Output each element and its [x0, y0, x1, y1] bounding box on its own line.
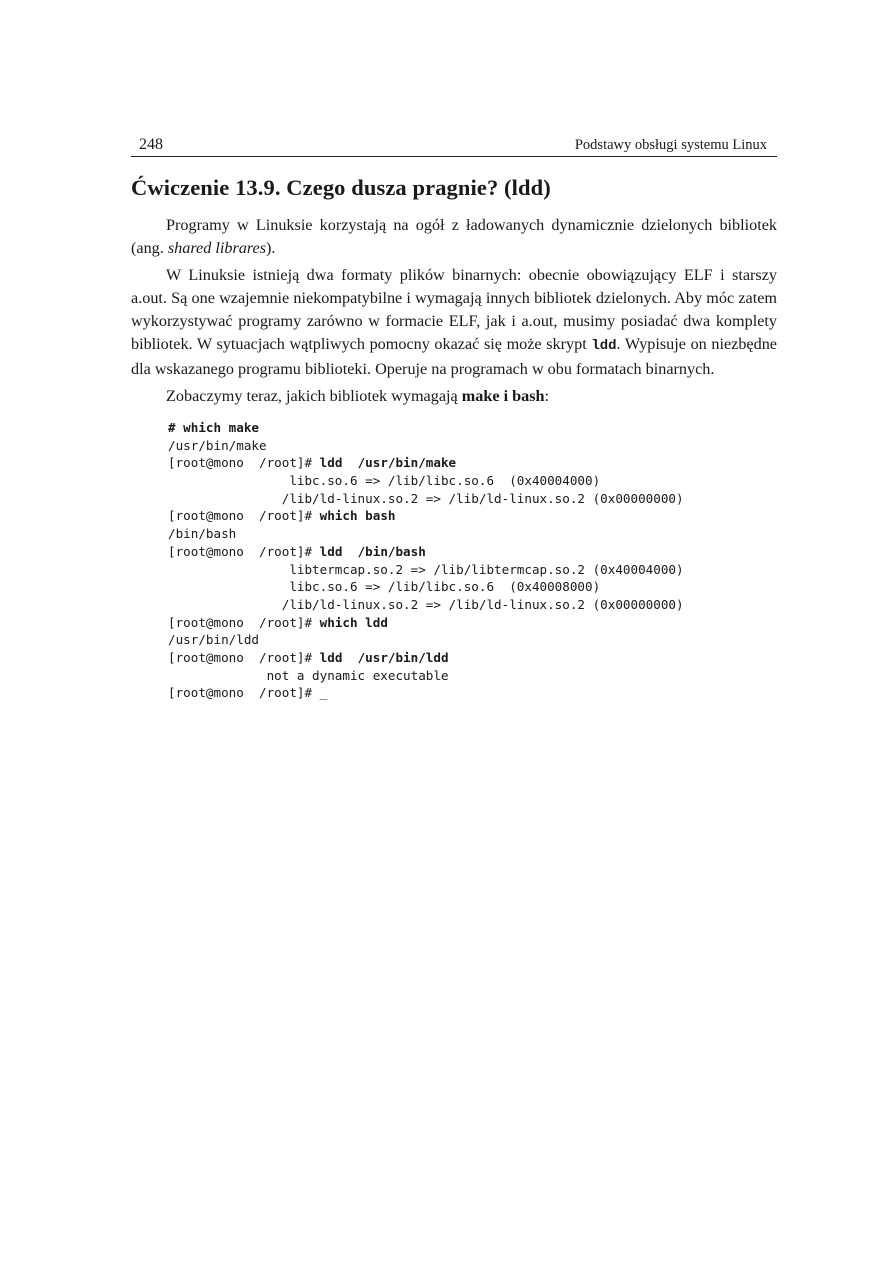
terminal-line	[168, 454, 777, 472]
terminal-line	[168, 543, 777, 561]
terminal-line	[168, 684, 777, 702]
terminal-output: libtermcap.so.2 => /lib/libtermcap.so.2 (0x40004000)	[168, 561, 684, 577]
terminal-output: libc.so.6 => /lib/libc.so.6 (0x40008000)	[168, 579, 601, 595]
terminal-output: [root@mono /root]#	[168, 543, 320, 559]
terminal-line	[168, 631, 777, 649]
terminal-output: /usr/bin/ldd	[168, 632, 259, 648]
terminal-command: ldd /usr/bin/make	[319, 455, 457, 471]
paragraph-text: Zobaczymy teraz, jakich bibliotek wymagają	[166, 387, 462, 405]
terminal-line	[168, 437, 777, 455]
terminal-listing	[168, 419, 777, 702]
paragraph-text: . Wypisuje on niezbędne dla wskazanego programu biblioteki. Operuje na programach w obu formatach binarnych.	[131, 335, 777, 378]
terminal-line	[168, 419, 777, 437]
terminal-output: [root@mono /root]#	[168, 455, 320, 471]
terminal-output: /bin/bash	[168, 526, 237, 542]
terminal-line	[168, 561, 777, 579]
paragraph-shared-libraries	[131, 214, 777, 260]
paragraph-binary-formats	[131, 264, 777, 381]
terminal-output: libc.so.6 => /lib/libc.so.6 (0x40004000)	[168, 473, 601, 489]
terminal-output: [root@mono /root]#	[168, 649, 320, 665]
terminal-output: /lib/ld-linux.so.2 => /lib/ld-linux.so.2 (0x00000000)	[168, 490, 684, 506]
terminal-command: which ldd	[319, 614, 388, 630]
program-names: make i bash	[461, 387, 545, 405]
terminal-output: [root@mono /root]#	[168, 508, 320, 524]
page-number: 248	[139, 136, 163, 153]
paragraph-example-intro	[131, 385, 777, 408]
book-page	[131, 128, 777, 702]
terminal-output: [root@mono /root]# _	[168, 685, 328, 701]
terminal-line	[168, 578, 777, 596]
running-header	[131, 128, 777, 157]
terminal-output: not a dynamic executable	[168, 667, 449, 683]
paragraph-text: :	[544, 387, 550, 405]
running-header-title: Podstawy obsługi systemu Linux	[574, 137, 767, 153]
terminal-output: /lib/ld-linux.so.2 => /lib/ld-linux.so.2 (0x00000000)	[168, 596, 684, 612]
terminal-command: ldd /bin/bash	[319, 543, 426, 559]
command-ldd: ldd	[591, 338, 617, 354]
terminal-line	[168, 649, 777, 667]
terminal-line	[168, 472, 777, 490]
paragraph-text: Programy w Linuksie korzystają na ogół z ładowanych dynamicznie dzielonych bibliotek (ang.	[131, 216, 777, 257]
terminal-line	[168, 667, 777, 685]
terminal-line	[168, 596, 777, 614]
terminal-output: [root@mono /root]#	[168, 614, 320, 630]
terminal-line	[168, 490, 777, 508]
terminal-command: # which make	[168, 420, 259, 435]
terminal-line	[168, 614, 777, 632]
terminal-output: /usr/bin/make	[168, 437, 267, 453]
paragraph-text: W Linuksie istnieją dwa formaty plików binarnych: obecnie obowiązujący ELF i starszy a.out. Są one wzajemnie niekompatybilne i wymagają innych bibliotek dzielonych. Aby móc zatem wykorzystywać programy zarówno w formacie ELF, jak i a.out, musimy posiadać dwa komplety bibliotek. W sytuacjach wątpliwych pomocny okazać się może skrypt	[131, 266, 777, 353]
section-title: Ćwiczenie 13.9. Czego dusza pragnie? (ldd)	[131, 175, 551, 200]
terminal-command: ldd /usr/bin/ldd	[319, 649, 449, 665]
terminal-line	[168, 507, 777, 525]
terminal-command: which bash	[319, 508, 396, 524]
terminal-line	[168, 525, 777, 543]
paragraph-text: ).	[266, 239, 276, 257]
term-shared-libraries: shared librares	[167, 239, 267, 257]
